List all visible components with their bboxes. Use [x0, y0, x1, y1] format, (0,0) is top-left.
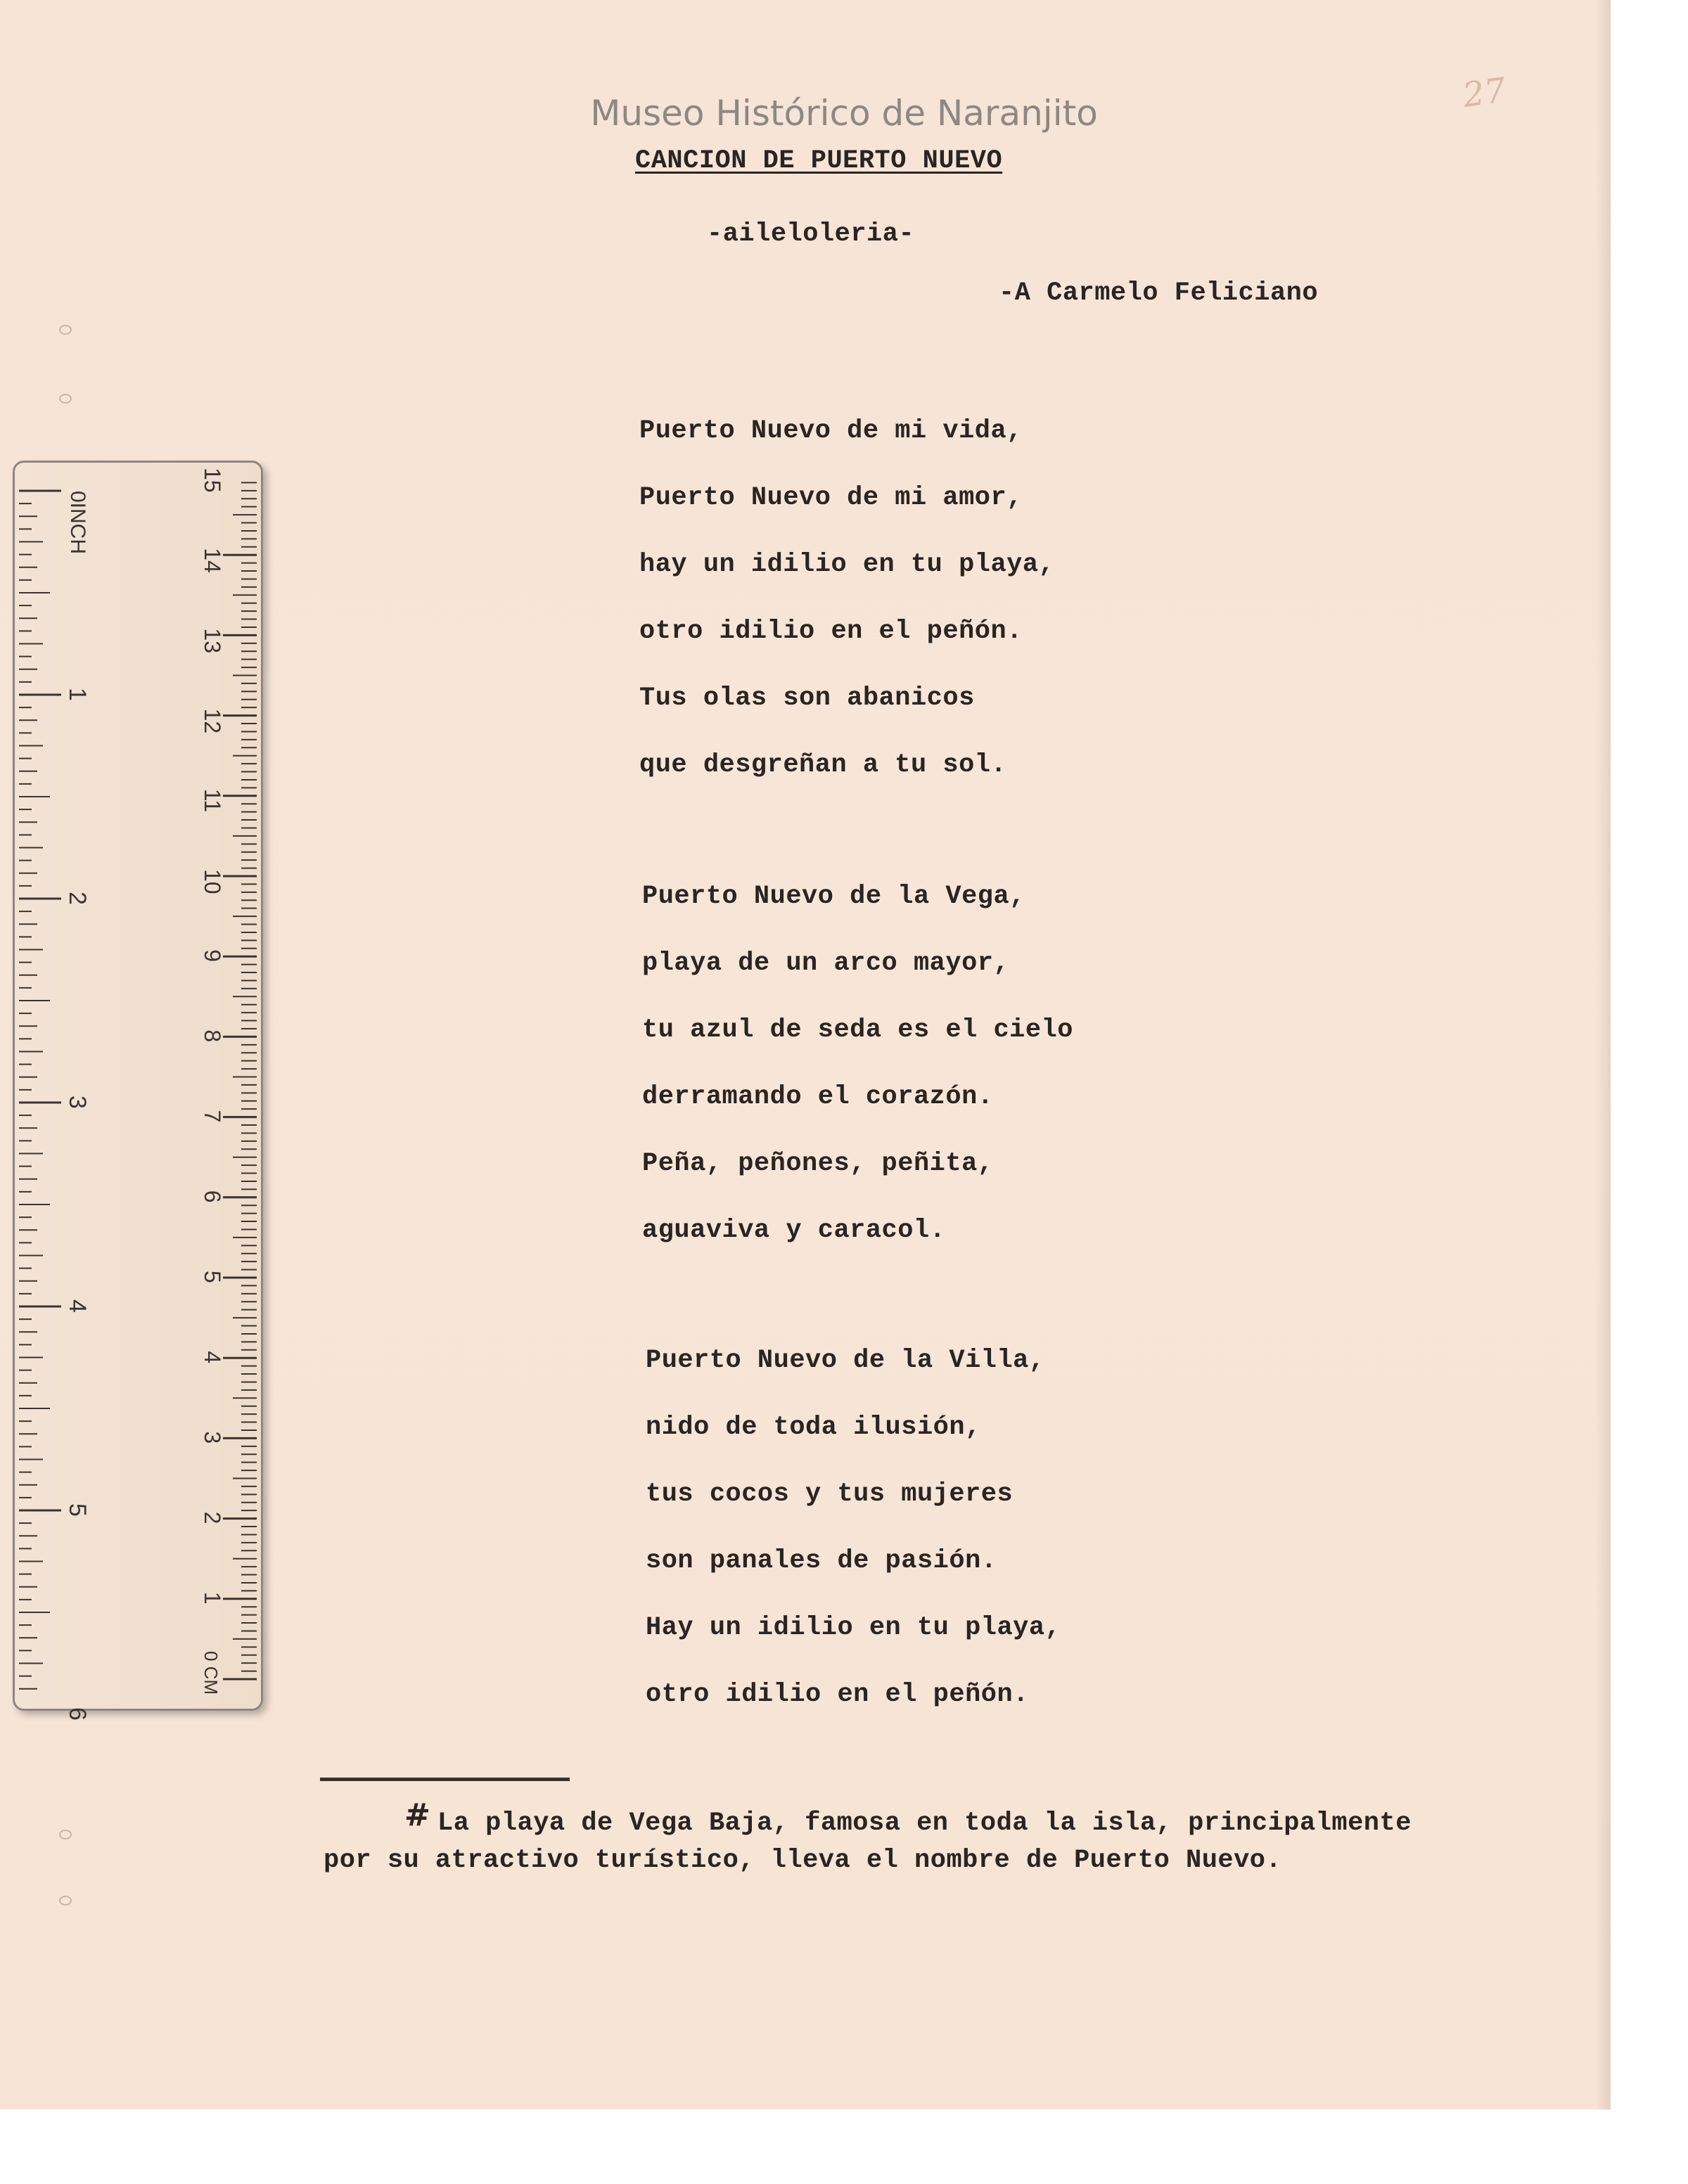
inch-number: 6	[64, 1707, 91, 1721]
stanza-1	[639, 416, 1054, 817]
cm-number: 7	[200, 1110, 225, 1123]
cm-number: 2	[200, 1511, 225, 1524]
verse-line: tus cocos y tus mujeres	[646, 1479, 1014, 1509]
stanza-2	[642, 882, 1073, 1283]
cm-number: 8	[200, 1029, 225, 1043]
cm-number: 4	[200, 1351, 225, 1363]
binder-hole	[59, 325, 72, 335]
inch-label: 0INCH	[66, 491, 89, 555]
verse-line: tu azul de seda es el cielo	[642, 1015, 1073, 1045]
museum-watermark: Museo Histórico de Naranjito	[590, 93, 1098, 134]
verse-line: Peña, peñones, peñita,	[642, 1149, 994, 1178]
verse-line: playa de un arco mayor,	[642, 949, 1010, 978]
inch-number: 2	[64, 892, 91, 905]
cm-number: 10	[200, 869, 225, 894]
cm-number: 3	[200, 1431, 225, 1444]
inch-number: 1	[64, 688, 91, 701]
verse-line: aguaviva y caracol.	[642, 1216, 946, 1245]
poem-dedication: -A Carmelo Feliciano	[999, 278, 1319, 308]
verse-line: derramando el corazón.	[642, 1082, 994, 1112]
footnote-line-1: La playa de Vega Baja, famosa en toda la isla, principalmente	[437, 1809, 1412, 1838]
cm-number: 1	[200, 1591, 225, 1605]
ruler-scale	[15, 463, 261, 1721]
poem-title: CANCION DE PUERTO NUEVO	[635, 146, 1003, 176]
verse-line: Puerto Nuevo de la Vega,	[642, 882, 1025, 911]
binder-hole	[59, 1830, 72, 1839]
cm-label: 0 CM	[200, 1651, 222, 1695]
verse-line: Puerto Nuevo de mi vida,	[639, 416, 1023, 446]
footnote-line-2: por su atractivo turístico, lleva el nombre de Puerto Nuevo.	[324, 1846, 1282, 1875]
verse-line: hay un idilio en tu playa,	[639, 550, 1055, 579]
cm-number: 6	[200, 1190, 225, 1203]
inch-number: 5	[64, 1503, 91, 1517]
cm-number: 12	[200, 708, 225, 734]
cm-number: 15	[200, 468, 225, 493]
stanza-3	[646, 1346, 1061, 1747]
binder-hole	[59, 394, 72, 404]
verse-line: otro idilio en el peñón.	[639, 617, 1023, 646]
verse-line: Puerto Nuevo de mi amor,	[639, 483, 1023, 513]
page-number: 27	[1460, 70, 1509, 115]
measurement-ruler	[13, 461, 263, 1721]
footnote-mark: #	[404, 1797, 430, 1833]
verse-line: nido de toda ilusión,	[646, 1413, 981, 1442]
verse-line: Hay un idilio en tu playa,	[646, 1613, 1061, 1643]
verse-line: otro idilio en el peñón.	[646, 1680, 1029, 1709]
footnote-divider	[320, 1778, 570, 1781]
binder-hole	[59, 1896, 72, 1906]
cm-number: 13	[200, 628, 225, 653]
cm-number: 14	[200, 548, 225, 573]
verse-line: son panales de pasión.	[646, 1546, 997, 1576]
cm-number: 5	[200, 1271, 225, 1283]
inch-number: 4	[64, 1299, 91, 1313]
cm-number: 11	[200, 788, 225, 813]
verse-line: Tus olas son abanicos	[639, 683, 975, 713]
cm-number: 9	[200, 949, 225, 962]
page-edge-shadow	[1595, 0, 1611, 2109]
poem-subtitle: -aileloleria-	[707, 219, 915, 249]
verse-line: que desgreñan a tu sol.	[639, 750, 1007, 780]
verse-line: Puerto Nuevo de la Villa,	[646, 1346, 1045, 1375]
inch-number: 3	[64, 1096, 91, 1109]
